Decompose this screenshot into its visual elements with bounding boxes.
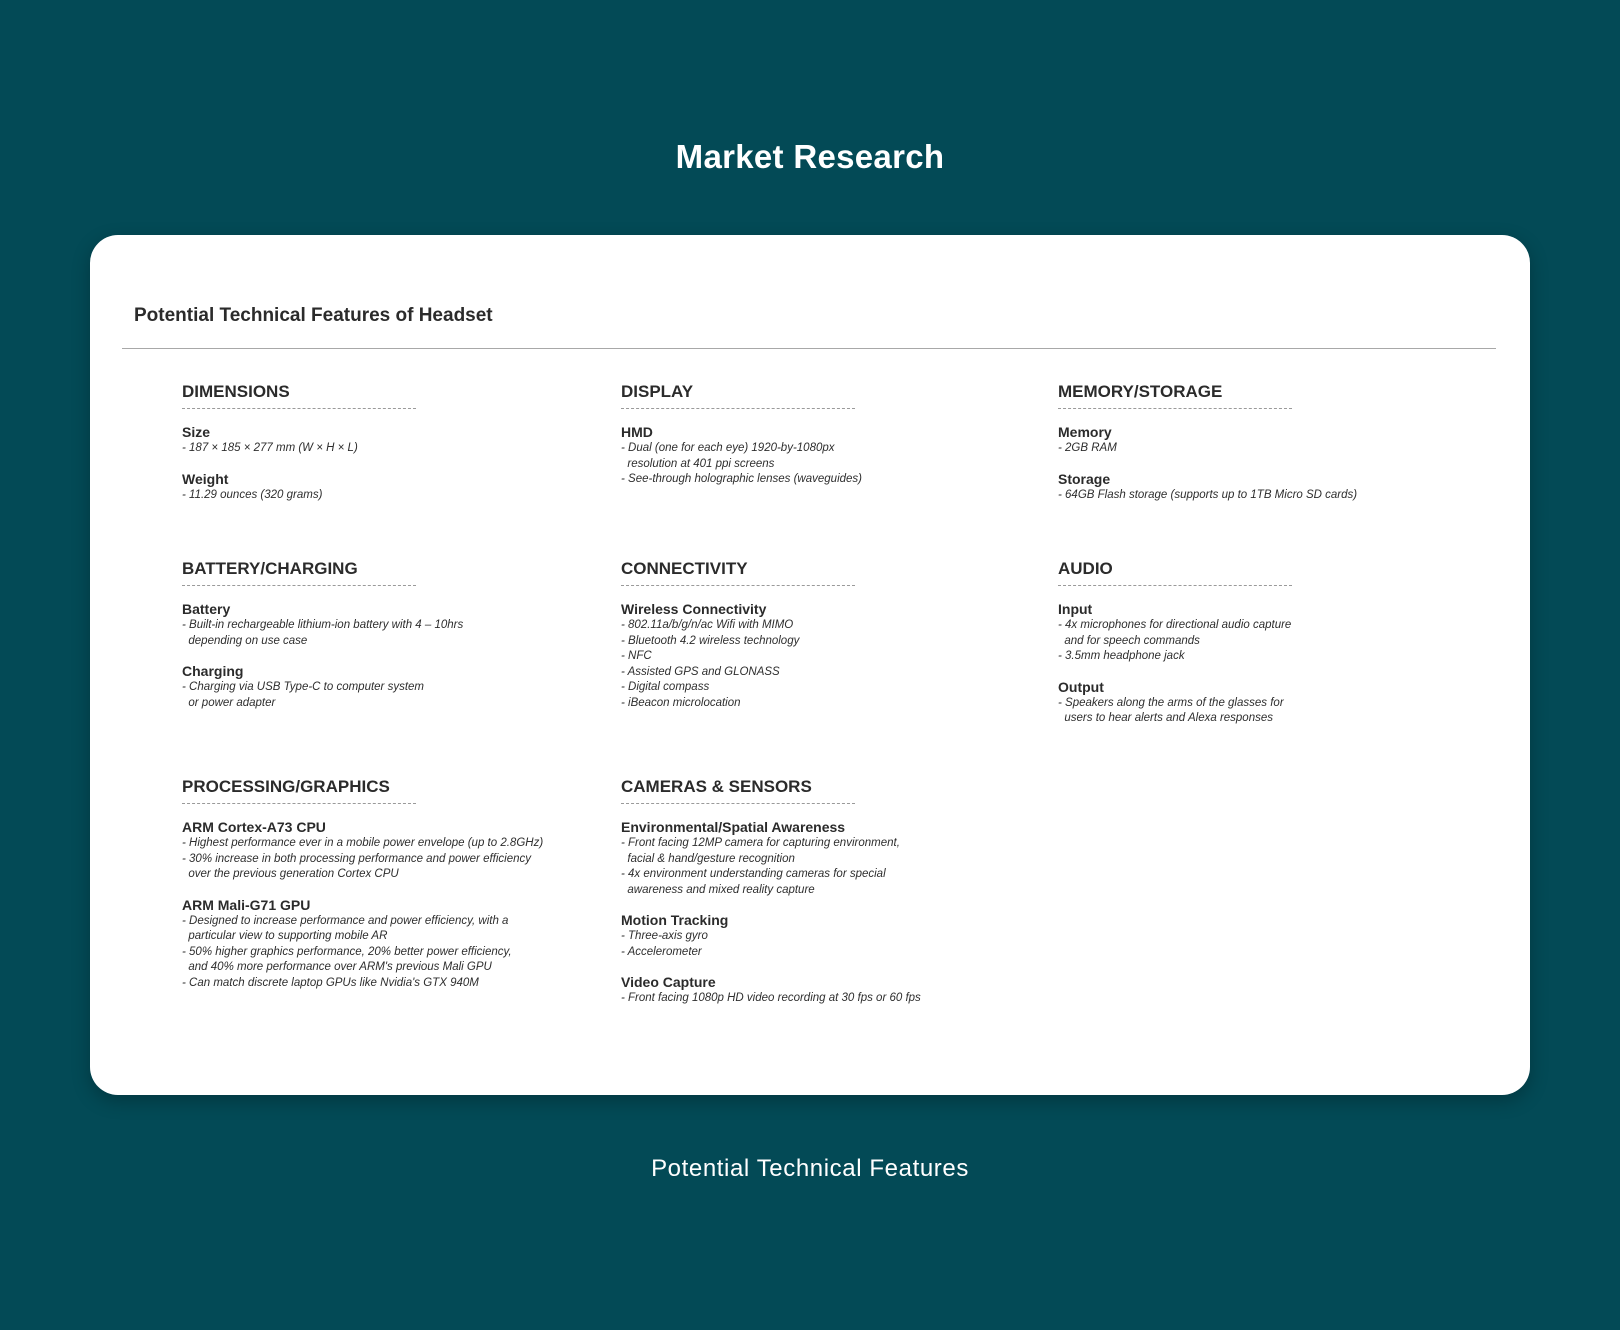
feature-block: [621, 819, 1061, 898]
feature-detail: - See-through holographic lenses (waveguides): [621, 473, 863, 485]
feature-detail: - Highest performance ever in a mobile power envelope (up to 2.8GHz): [182, 837, 544, 849]
section-cameras-sensors: [621, 777, 1061, 1021]
feature-detail: facial & hand/gesture recognition: [621, 852, 795, 865]
section-title: CAMERAS & SENSORS: [621, 777, 855, 804]
section-title: AUDIO: [1058, 559, 1292, 586]
feature-block: [182, 819, 602, 883]
feature-label: Memory: [1058, 424, 1112, 440]
section-audio: [1058, 559, 1478, 741]
section-title: DIMENSIONS: [182, 382, 416, 409]
feature-detail: - Three-axis gyro: [621, 930, 708, 942]
feature-block: [182, 424, 602, 457]
feature-detail: - NFC: [621, 650, 652, 662]
feature-label: Size: [182, 424, 211, 440]
feature-label: ARM Cortex-A73 CPU: [182, 819, 326, 835]
feature-detail: or power adapter: [182, 696, 276, 709]
feature-label: Output: [1058, 678, 1104, 695]
feature-detail: depending on use case: [182, 634, 308, 647]
feature-detail: - Built-in rechargeable lithium-ion battery with 4 – 10hrs: [182, 619, 464, 631]
section-title: MEMORY/STORAGE: [1058, 382, 1292, 409]
feature-block: [621, 424, 1041, 488]
section-title: CONNECTIVITY: [621, 559, 855, 586]
feature-detail: - 30% increase in both processing performance and power efficiency: [182, 852, 532, 865]
feature-block: [1058, 679, 1478, 727]
feature-detail: - 4x environment understanding cameras for special: [621, 868, 886, 880]
feature-detail: - iBeacon microlocation: [621, 696, 741, 709]
section-battery-charging: [182, 559, 602, 725]
feature-detail: - 187 × 185 × 277 mm (W × H × L): [182, 442, 358, 454]
feature-detail: - Charging via USB Type-C to computer system: [182, 681, 425, 693]
feature-block: [1058, 471, 1498, 504]
feature-detail: resolution at 401 ppi screens: [621, 457, 775, 470]
feature-detail: - Bluetooth 4.2 wireless technology: [621, 634, 800, 647]
feature-detail: and for speech commands: [1058, 634, 1200, 647]
feature-label: HMD: [621, 424, 653, 440]
page-title: Market Research: [675, 138, 945, 175]
feature-block: [1058, 601, 1478, 665]
feature-detail: - 11.29 ounces (320 grams): [182, 488, 323, 501]
feature-detail: - Assisted GPS and GLONASS: [621, 665, 780, 678]
feature-block: [621, 974, 1061, 1007]
feature-detail: - 2GB RAM: [1058, 442, 1117, 454]
section-dimensions: [182, 382, 602, 517]
features-card: [90, 235, 1530, 1095]
section-display: [621, 382, 1041, 502]
feature-detail: - Front facing 1080p HD video recording at 30 fps or 60 fps: [621, 992, 921, 1004]
feature-detail: - 3.5mm headphone jack: [1058, 650, 1185, 662]
feature-detail: awareness and mixed reality capture: [621, 883, 815, 896]
section-title: BATTERY/CHARGING: [182, 559, 416, 586]
feature-detail: particular view to supporting mobile AR: [182, 930, 388, 942]
feature-label: Storage: [1058, 470, 1111, 487]
section-memory-storage: [1058, 382, 1498, 517]
section-processing-graphics: [182, 777, 602, 1005]
feature-detail: - Can match discrete laptop GPUs like Nvidia's GTX 940M: [182, 976, 479, 989]
figure-caption: Potential Technical Features: [651, 1155, 969, 1182]
feature-label: Input: [1058, 601, 1093, 617]
section-connectivity: [621, 559, 1041, 725]
feature-label: Weight: [182, 470, 229, 487]
feature-block: [182, 897, 602, 992]
feature-detail: - Designed to increase performance and power efficiency, with a: [182, 914, 509, 927]
feature-detail: - Digital compass: [621, 681, 710, 693]
feature-block: [1058, 424, 1498, 457]
feature-detail: - 4x microphones for directional audio capture: [1058, 619, 1292, 631]
feature-detail: - 802.11a/b/g/n/ac Wifi with MIMO: [621, 619, 794, 631]
feature-detail: users to hear alerts and Alexa responses: [1058, 712, 1273, 724]
feature-block: [621, 601, 1041, 711]
feature-block: [182, 663, 602, 711]
feature-block: [621, 912, 1061, 960]
feature-detail: - 64GB Flash storage (supports up to 1TB Micro SD cards): [1058, 488, 1358, 501]
feature-block: [182, 601, 602, 649]
feature-label: ARM Mali-G71 GPU: [182, 896, 311, 913]
section-title: PROCESSING/GRAPHICS: [182, 777, 416, 804]
feature-label: Battery: [182, 601, 231, 617]
feature-detail: - Dual (one for each eye) 1920-by-1080px: [621, 442, 835, 454]
feature-label: Charging: [182, 663, 244, 679]
feature-detail: - Accelerometer: [621, 945, 702, 958]
section-title: DISPLAY: [621, 382, 855, 409]
feature-detail: - 50% higher graphics performance, 20% better power efficiency,: [182, 945, 512, 958]
feature-label: Wireless Connectivity: [621, 601, 767, 617]
heading-divider: [122, 348, 1496, 349]
feature-detail: - Speakers along the arms of the glasses for: [1058, 696, 1284, 709]
feature-block: [182, 471, 602, 504]
feature-detail: over the previous generation Cortex CPU: [182, 868, 399, 880]
feature-detail: - Front facing 12MP camera for capturing environment,: [621, 837, 900, 849]
card-heading: Potential Technical Features of Headset: [134, 305, 493, 326]
feature-label: Environmental/Spatial Awareness: [621, 819, 846, 835]
feature-label: Motion Tracking: [621, 912, 729, 928]
feature-detail: and 40% more performance over ARM's previous Mali GPU: [182, 961, 492, 973]
feature-label: Video Capture: [621, 974, 716, 990]
